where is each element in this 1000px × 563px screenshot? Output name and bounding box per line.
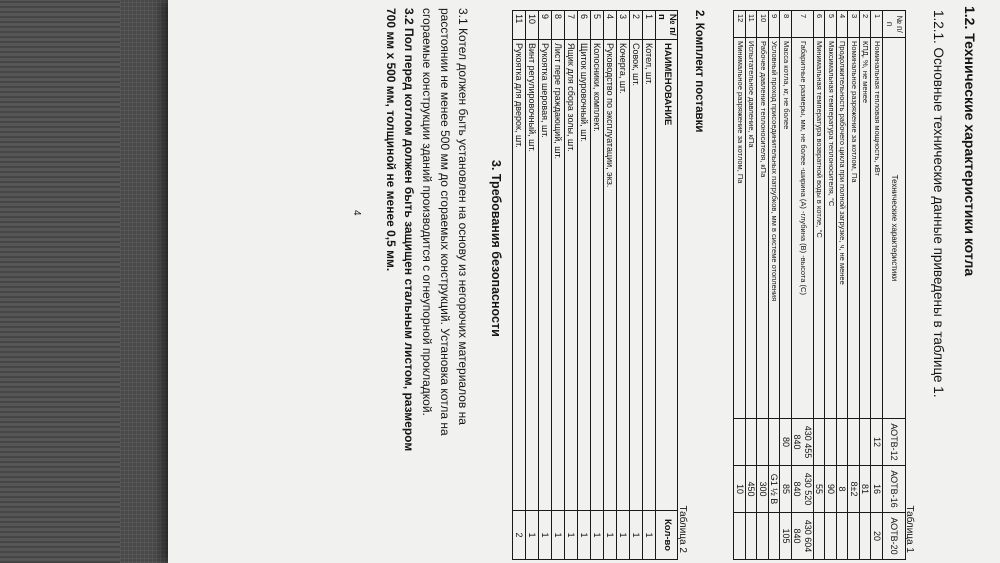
value-aotv-12 <box>825 419 837 466</box>
row-number: 4 <box>604 11 617 40</box>
item-quantity: 1 <box>565 511 578 560</box>
rotated-page-content <box>168 0 1000 563</box>
value-aotv-16: 8 <box>837 466 849 513</box>
row-number: 4 <box>837 11 849 38</box>
item-name: Винт регулировочный, шт. <box>526 40 539 511</box>
row-number: 10 <box>526 11 539 40</box>
item-quantity: 1 <box>539 511 552 560</box>
row-number: 12 <box>734 11 746 38</box>
value-aotv-20 <box>746 513 758 560</box>
value-aotv-12 <box>860 419 872 466</box>
characteristic-name: Минимальное разряжение за котлом, Па <box>734 38 746 419</box>
paragraph-3-1-line: расстоянии не менее 500 мм до сгораемых конструкций. Установка котла на <box>438 8 452 436</box>
characteristic-name: Продолжительность рабочего цикла при полной загрузке, ч, не менее <box>837 38 849 419</box>
table-row <box>780 11 792 560</box>
value-aotv-16: 81 <box>860 466 872 513</box>
table-row <box>526 11 539 560</box>
document-page <box>168 0 1000 563</box>
value-aotv-12 <box>734 419 746 466</box>
value-aotv-12 <box>814 419 826 466</box>
value-aotv-20 <box>757 513 769 560</box>
fabric-shadow <box>0 0 120 563</box>
table-row <box>860 11 872 560</box>
value-aotv-20 <box>769 513 781 560</box>
value-aotv-12 <box>837 419 849 466</box>
paragraph-3-1-line: 3.1 Котел должен быть установлен на основу из негорючих материалов на <box>456 8 470 425</box>
value-aotv-20: 20 <box>871 513 883 560</box>
characteristic-name: Масса котла, кг, не более <box>780 38 792 419</box>
item-quantity: 1 <box>643 511 656 560</box>
header-number: № п/п <box>883 11 906 38</box>
header-aotv-16: АОТВ-16 <box>883 466 906 513</box>
value-aotv-16: 55 <box>814 466 826 513</box>
value-aotv-16: G1 ½ B <box>769 466 781 513</box>
item-name: Лист пере граждающий, шт. <box>552 40 565 511</box>
characteristic-name: Номинальное разряжение за котлом, Па <box>848 38 860 419</box>
table-row <box>746 11 758 560</box>
table-row <box>757 11 769 560</box>
row-number: 11 <box>513 11 526 40</box>
table-row <box>769 11 781 560</box>
table-row <box>792 11 814 560</box>
section-heading-1-2: 1.2. Технические характеристики котла <box>962 6 978 277</box>
characteristic-name: КПД, %, не менее <box>860 38 872 419</box>
item-name: Кочерга, шт. <box>617 40 630 511</box>
item-name: Колосники, комплект. <box>591 40 604 511</box>
page-number: 4 <box>351 210 362 216</box>
value-aotv-12: 80 <box>780 419 792 466</box>
row-number: 2 <box>860 11 872 38</box>
characteristic-name: Испытательное давление, кПа <box>746 38 758 419</box>
header-name: НАИМЕНОВАНИЕ <box>656 40 678 511</box>
row-number: 7 <box>565 11 578 40</box>
section-heading-2: 2. Комплект поставки <box>693 10 705 133</box>
value-aotv-20 <box>837 513 849 560</box>
value-aotv-16: 8±2 <box>848 466 860 513</box>
table-row <box>513 11 526 560</box>
value-aotv-16: 85 <box>780 466 792 513</box>
row-number: 5 <box>825 11 837 38</box>
value-aotv-16: 10 <box>734 466 746 513</box>
characteristic-name: Габаритные размеры, мм, не более -ширина (А) -глубина (В) -высота (С) <box>792 38 814 419</box>
row-number: 6 <box>814 11 826 38</box>
table-row <box>565 11 578 560</box>
value-aotv-20: 430 604 840 <box>792 513 814 560</box>
row-number: 11 <box>746 11 758 38</box>
paragraph-3-1-line: сгораемые конструкции зданий производится с огнеупорной прокладкой. <box>420 8 434 416</box>
value-aotv-20 <box>814 513 826 560</box>
item-name: Щиток шуровочный, шт. <box>578 40 591 511</box>
item-quantity: 1 <box>552 511 565 560</box>
row-number: 1 <box>871 11 883 38</box>
row-number: 5 <box>591 11 604 40</box>
value-aotv-20 <box>848 513 860 560</box>
value-aotv-12 <box>769 419 781 466</box>
row-number: 1 <box>643 11 656 40</box>
section-heading-1-2-1: 1.2.1. Основные технические данные приведены в таблице 1. <box>931 10 946 398</box>
value-aotv-20 <box>734 513 746 560</box>
item-quantity: 1 <box>526 511 539 560</box>
value-aotv-16: 90 <box>825 466 837 513</box>
characteristic-name: Рабочее давление теплоносителя, кПа <box>757 38 769 419</box>
value-aotv-12 <box>746 419 758 466</box>
table-row <box>837 11 849 560</box>
value-aotv-16: 300 <box>757 466 769 513</box>
row-number: 9 <box>769 11 781 38</box>
value-aotv-20: 105 <box>780 513 792 560</box>
table-row <box>871 11 883 560</box>
item-quantity: 1 <box>591 511 604 560</box>
paragraph-3-2-line: 3.2 Пол перед котлом должен быть защищен стальным листом, размером <box>402 8 416 452</box>
value-aotv-12: 430 455 840 <box>792 419 814 466</box>
table-row <box>734 11 746 560</box>
item-quantity: 1 <box>617 511 630 560</box>
row-number: 2 <box>630 11 643 40</box>
characteristic-name: Условный проход присоединительных патрубков, мм в системе отопления <box>769 38 781 419</box>
value-aotv-12: 12 <box>871 419 883 466</box>
table-row <box>591 11 604 560</box>
table-row <box>552 11 565 560</box>
characteristic-name: Минимальная температура возвратной воды в котле, °С <box>814 38 826 419</box>
table-row <box>604 11 617 560</box>
table2-caption: Таблица 2 <box>677 505 688 553</box>
table-row <box>617 11 630 560</box>
specifications-table <box>734 10 907 560</box>
value-aotv-16: 450 <box>746 466 758 513</box>
characteristic-name: Номинальная тепловая мощность, кВт <box>871 38 883 419</box>
item-quantity: 1 <box>604 511 617 560</box>
row-number: 3 <box>617 11 630 40</box>
row-number: 8 <box>780 11 792 38</box>
value-aotv-20 <box>860 513 872 560</box>
row-number: 7 <box>792 11 814 38</box>
table1-caption: Таблица 1 <box>904 505 915 553</box>
table-row <box>848 11 860 560</box>
item-quantity: 1 <box>630 511 643 560</box>
value-aotv-16: 16 <box>871 466 883 513</box>
table-header-row <box>883 11 906 560</box>
header-number: № п/п <box>656 11 678 40</box>
table-row <box>814 11 826 560</box>
item-name: Рукоятка для дверок, шт. <box>513 40 526 511</box>
header-aotv-20: АОТВ-20 <box>883 513 906 560</box>
value-aotv-16: 430 520 840 <box>792 466 814 513</box>
value-aotv-12 <box>848 419 860 466</box>
header-aotv-12: АОТВ-12 <box>883 419 906 466</box>
row-number: 10 <box>757 11 769 38</box>
row-number: 3 <box>848 11 860 38</box>
table-row <box>578 11 591 560</box>
item-name: Ящик для сбора золы, шт. <box>565 40 578 511</box>
item-name: Совок, шт. <box>630 40 643 511</box>
table-row <box>825 11 837 560</box>
paragraph-3-2-line: 700 мм х 500 мм, толщиной не менее 0,5 мм. <box>384 8 398 272</box>
item-name: Рукоятка шеровая, шт. <box>539 40 552 511</box>
item-name: Котел, шт. <box>643 40 656 511</box>
item-quantity: 2 <box>513 511 526 560</box>
table-row <box>630 11 643 560</box>
row-number: 8 <box>552 11 565 40</box>
header-quantity: Кол-во <box>656 511 678 560</box>
value-aotv-12 <box>757 419 769 466</box>
item-quantity: 1 <box>578 511 591 560</box>
table-header-row <box>656 11 678 560</box>
table-row <box>539 11 552 560</box>
row-number: 9 <box>539 11 552 40</box>
table-row <box>643 11 656 560</box>
item-name: Руководство по эксплуатации, экз. <box>604 40 617 511</box>
value-aotv-20 <box>825 513 837 560</box>
header-characteristics: Технические характеристики <box>883 38 906 419</box>
characteristic-name: Максимальная температура теплоносителя, °С <box>825 38 837 419</box>
row-number: 6 <box>578 11 591 40</box>
section-heading-3: 3. Требования безопасности <box>489 160 503 337</box>
delivery-set-table <box>512 10 678 560</box>
